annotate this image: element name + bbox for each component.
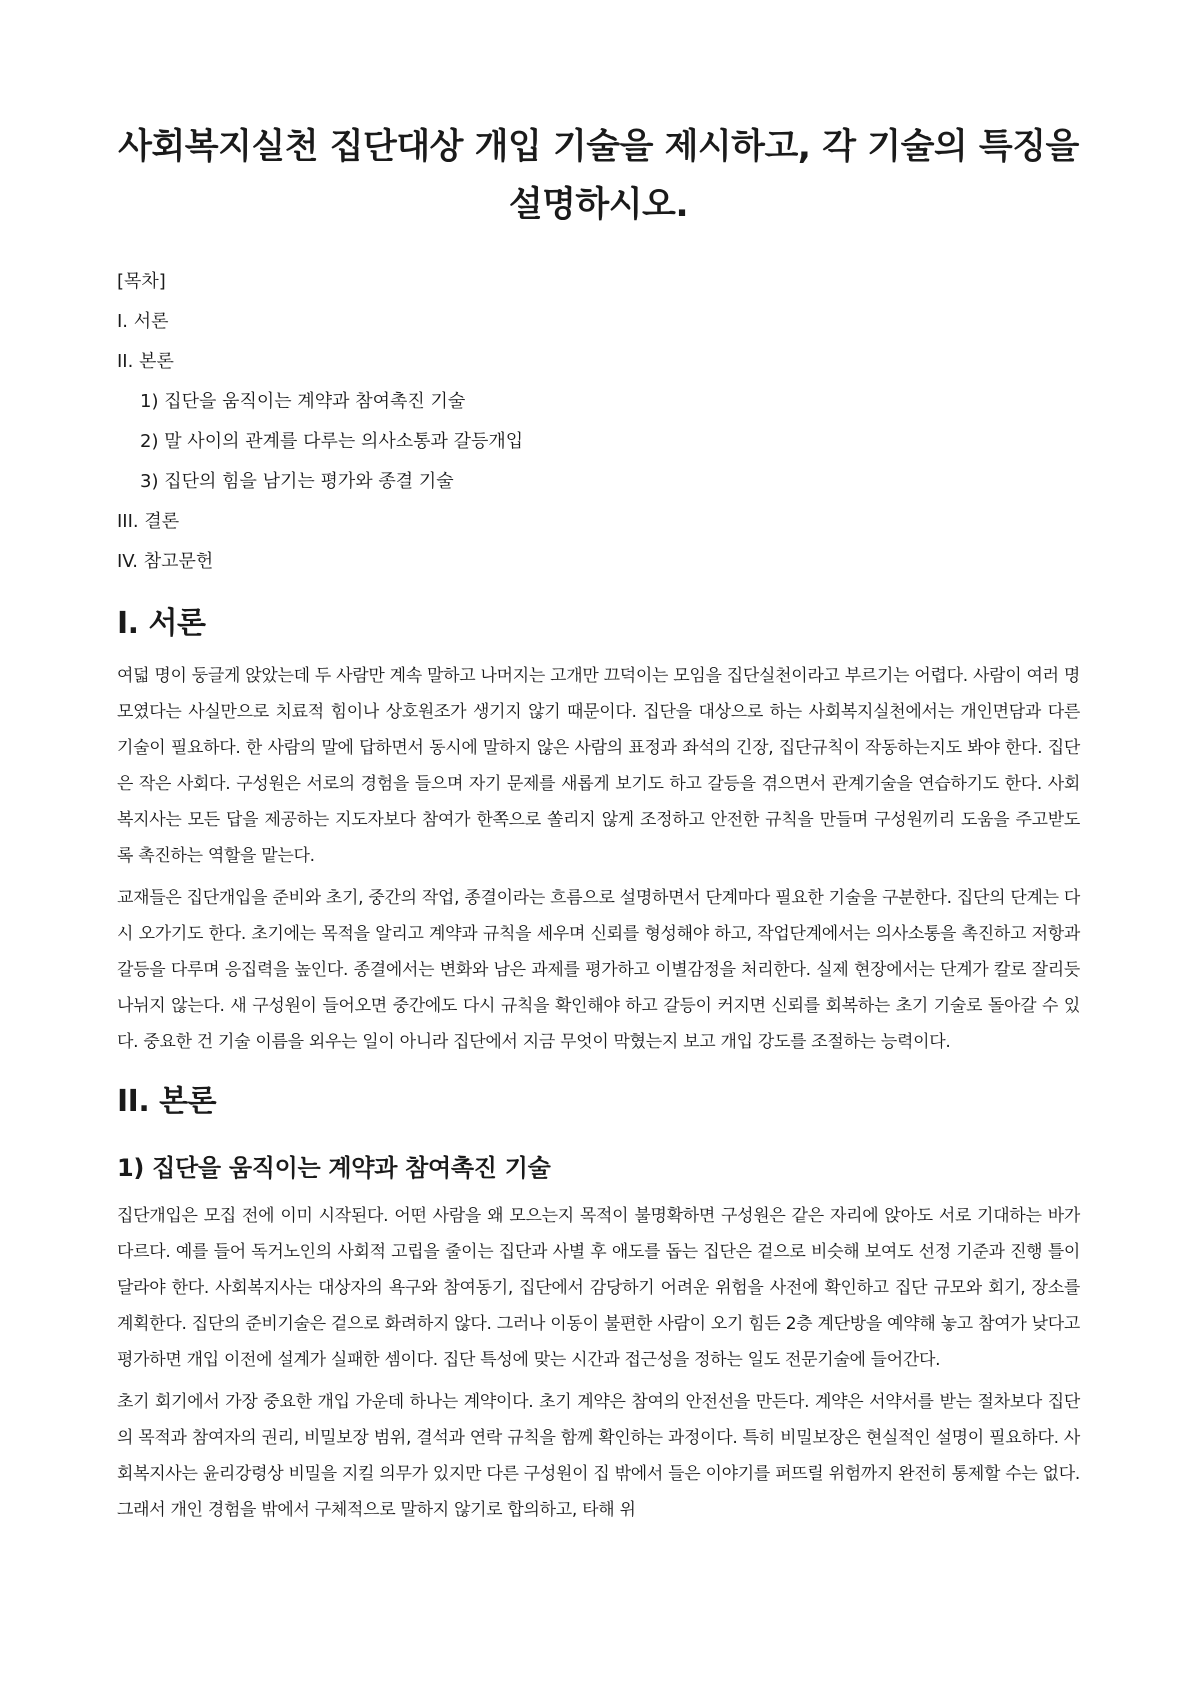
document-title: 사회복지실천 집단대상 개입 기술을 제시하고, 각 기술의 특징을 설명하시오. (118, 127, 1079, 225)
toc-item-body: II. 본론 (117, 351, 174, 372)
table-of-contents (117, 262, 1080, 582)
toc-heading: [목차] (117, 271, 166, 292)
toc-item-body-2: 2) 말 사이의 관계를 다루는 의사소통과 갈등개입 (140, 431, 524, 452)
sub1-paragraph-1: 집단개입은 모집 전에 이미 시작된다. 어떤 사람을 왜 모으는지 목적이 불명확하면 구성원은 같은 자리에 앉아도 서로 기대하는 바가 다르다. 예를 들어 독거노인의 사회적 고립을 줄이는 집단과 사별 후 애도를 돕는 집단은 겉으로 비슷해 보여도 선정 기준과 진행 틀이 달라야 한다. 사회복지사는 대상자의 욕구와 참여동기, 집단에서 감당하기 어려운 위험을 사전에 확인하고 집단 규모와 회기, 장소를 계획한다. 집단의 준비기술은 겉으로 화려하지 않다. 그러나 이동이 불편한 사람이 오기 힘든 2층 계단방을 예약해 놓고 참여가 낮다고 평가하면 개입 이전에 설계가 실패한 셈이다. 집단 특성에 맞는 시간과 접근성을 정하는 일도 전문기술에 들어간다. (117, 1206, 1080, 1370)
section-heading-body: II. 본론 (117, 1084, 217, 1119)
sub1-paragraph-2: 초기 회기에서 가장 중요한 개입 가운데 하나는 계약이다. 초기 계약은 참여의 안전선을 만든다. 계약은 서약서를 받는 절차보다 집단의 목적과 참여자의 권리, 비밀보장 범위, 결석과 연락 규칙을 함께 확인하는 과정이다. 특히 비밀보장은 현실적인 설명이 필요하다. 사회복지사는 윤리강령상 비밀을 지킬 의무가 있지만 다른 구성원이 집 밖에서 들은 이야기를 퍼뜨릴 위험까지 완전히 통제할 수는 없다. 그래서 개인 경험을 밖에서 구체적으로 말하지 않기로 합의하고, 타해 위 (117, 1392, 1080, 1520)
intro-paragraph-2: 교재들은 집단개입을 준비와 초기, 중간의 작업, 종결이라는 흐름으로 설명하면서 단계마다 필요한 기술을 구분한다. 집단의 단계는 다시 오가기도 한다. 초기에는 목적을 알리고 계약과 규칙을 세우며 신뢰를 형성해야 하고, 작업단계에서는 의사소통을 촉진하고 저항과 갈등을 다루며 응집력을 높인다. 종결에서는 변화와 남은 과제를 평가하고 이별감정을 처리한다. 실제 현장에서는 단계가 칼로 잘리듯 나뉘지 않는다. 새 구성원이 들어오면 중간에도 다시 규칙을 확인해야 하고 갈등이 커지면 신뢰를 회복하는 초기 기술로 돌아갈 수 있다. 중요한 건 기술 이름을 외우는 일이 아니라 집단에서 지금 무엇이 막혔는지 보고 개입 강도를 조절하는 능력이다. (117, 888, 1080, 1052)
subsection-heading-1: 1) 집단을 움직이는 계약과 참여촉진 기술 (117, 1154, 551, 1182)
section-heading-intro: I. 서론 (117, 606, 206, 641)
toc-item-body-1: 1) 집단을 움직이는 계약과 참여촉진 기술 (140, 391, 466, 412)
toc-item-conclusion: III. 결론 (117, 511, 180, 532)
toc-item-body-3: 3) 집단의 힘을 남기는 평가와 종결 기술 (140, 471, 454, 492)
toc-item-intro: I. 서론 (117, 311, 169, 332)
intro-paragraph-1: 여덟 명이 둥글게 앉았는데 두 사람만 계속 말하고 나머지는 고개만 끄덕이는 모임을 집단실천이라고 부르기는 어렵다. 사람이 여러 명 모였다는 사실만으로 치료적 힘이나 상호원조가 생기지 않기 때문이다. 집단을 대상으로 하는 사회복지실천에서는 개인면담과 다른 기술이 필요하다. 한 사람의 말에 답하면서 동시에 말하지 않은 사람의 표정과 좌석의 긴장, 집단규칙이 작동하는지도 봐야 한다. 집단은 작은 사회다. 구성원은 서로의 경험을 들으며 자기 문제를 새롭게 보기도 하고 갈등을 겪으면서 관계기술을 연습하기도 한다. 사회복지사는 모든 답을 제공하는 지도자보다 참여가 한쪽으로 쏠리지 않게 조정하고 안전한 규칙을 만들며 구성원끼리 도움을 주고받도록 촉진하는 역할을 맡는다. (117, 666, 1080, 866)
toc-item-references: IV. 참고문헌 (117, 551, 214, 572)
